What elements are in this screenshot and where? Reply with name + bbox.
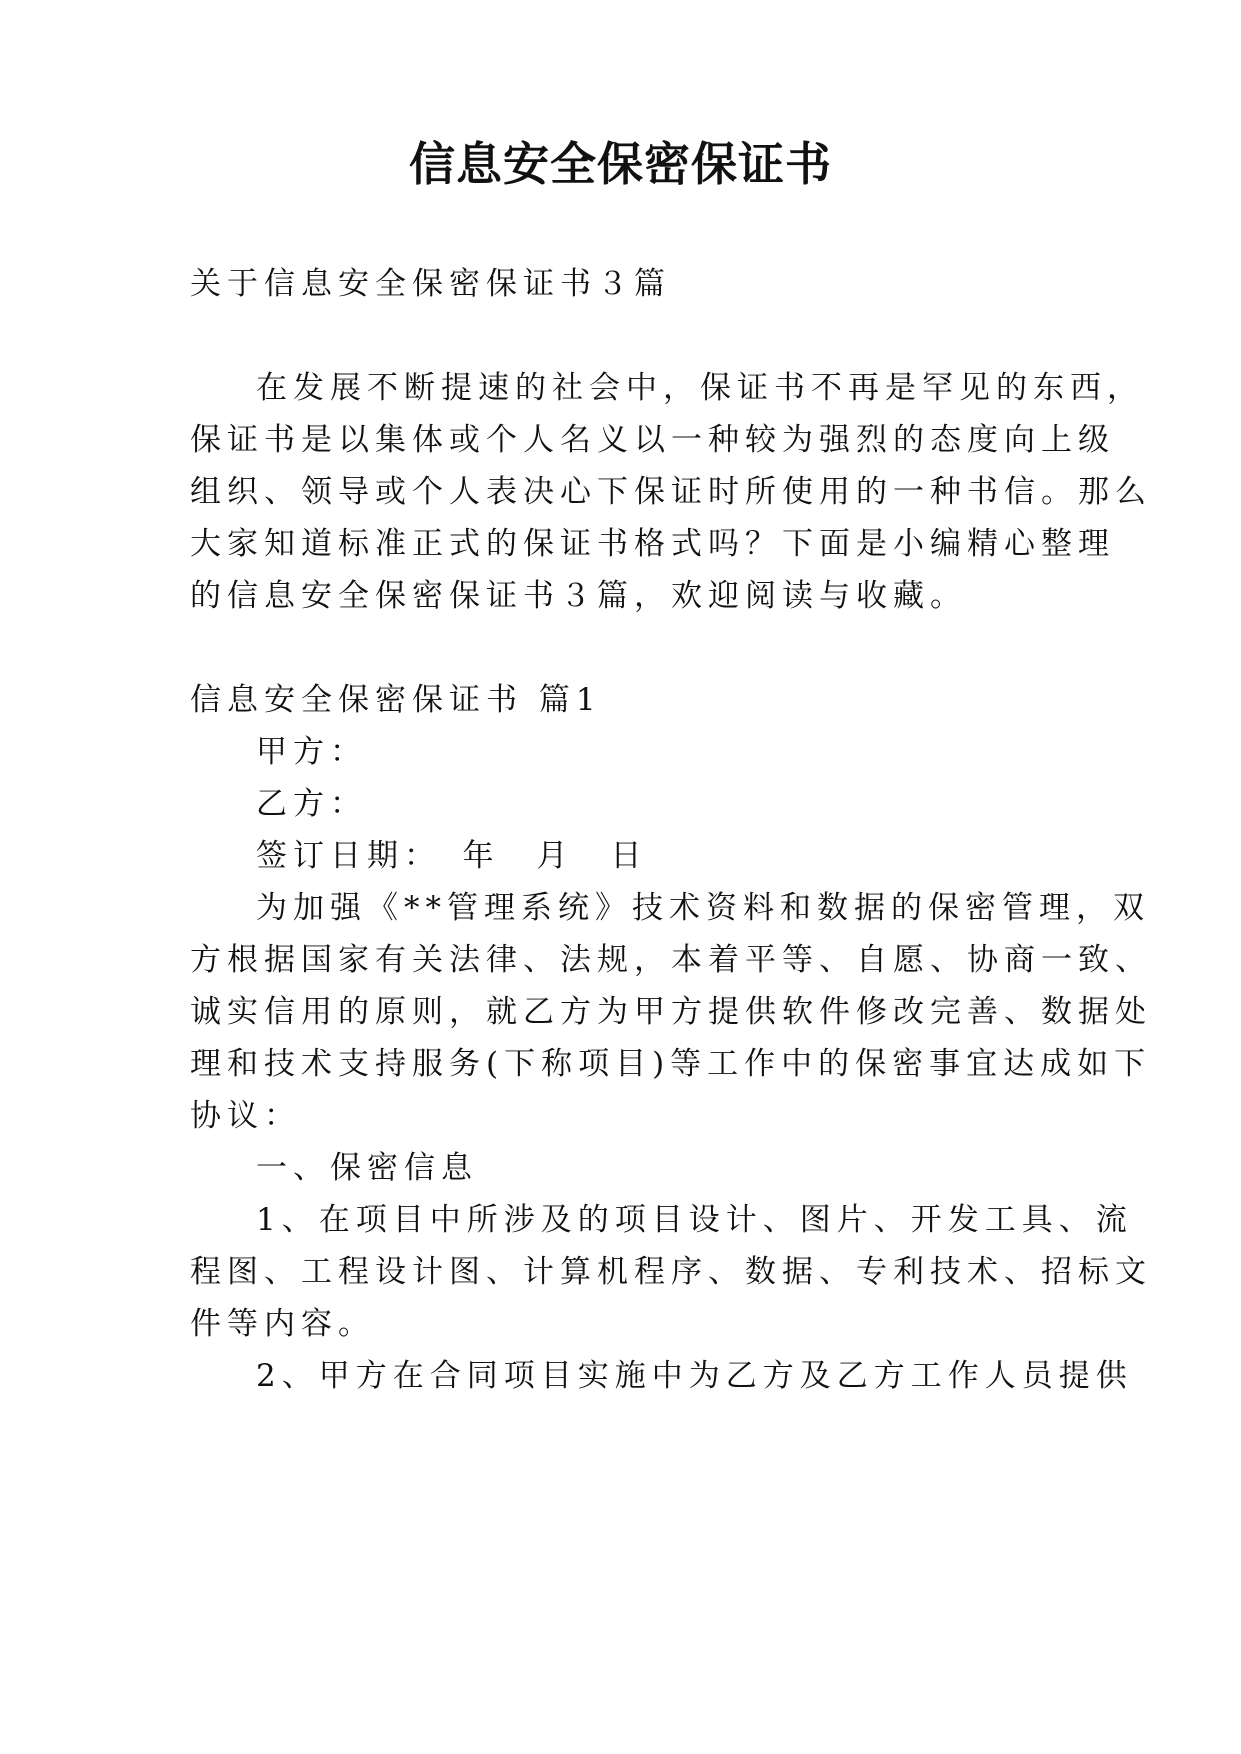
agreement-line-4: 理和技术支持服务(下称项目)等工作中的保密事宜达成如下 [190, 1046, 1152, 1082]
item2-line-1: 2、甲方在合同项目实施中为乙方及乙方工作人员提供 [256, 1358, 1133, 1394]
intro-line-5: 的信息安全保密保证书３篇，欢迎阅读与收藏。 [190, 578, 967, 614]
intro-line-2: 保证书是以集体或个人名义以一种较为强烈的态度向上级 [190, 422, 1115, 458]
document-subtitle: 关于信息安全保密保证书３篇 [190, 266, 671, 302]
section-heading: 信息安全保密保证书 篇1 [190, 682, 602, 718]
item1-line-2: 程图、工程设计图、计算机程序、数据、专利技术、招标文 [190, 1254, 1152, 1290]
sign-date-label: 签订日期： 年 月 日 [256, 838, 648, 874]
agreement-line-2: 方根据国家有关法律、法规，本着平等、自愿、协商一致、 [190, 942, 1152, 978]
clause-heading: 一、保密信息 [256, 1150, 478, 1186]
intro-line-4: 大家知道标准正式的保证书格式吗？下面是小编精心整理 [190, 526, 1115, 562]
agreement-line-3: 诚实信用的原则，就乙方为甲方提供软件修改完善、数据处 [190, 994, 1152, 1030]
intro-line-1: 在发展不断提速的社会中，保证书不再是罕见的东西， [256, 370, 1144, 406]
item1-line-3: 件等内容。 [190, 1306, 375, 1342]
document-title: 信息安全保密保证书 [409, 137, 832, 191]
party-a-label: 甲方： [256, 734, 367, 770]
agreement-line-5: 协议： [190, 1098, 301, 1134]
party-b-label: 乙方： [256, 786, 367, 822]
intro-line-3: 组织、领导或个人表决心下保证时所使用的一种书信。那么 [190, 474, 1152, 510]
item1-line-1: 1、在项目中所涉及的项目设计、图片、开发工具、流 [256, 1202, 1133, 1238]
agreement-line-1: 为加强《**管理系统》技术资料和数据的保密管理，双 [256, 890, 1150, 926]
